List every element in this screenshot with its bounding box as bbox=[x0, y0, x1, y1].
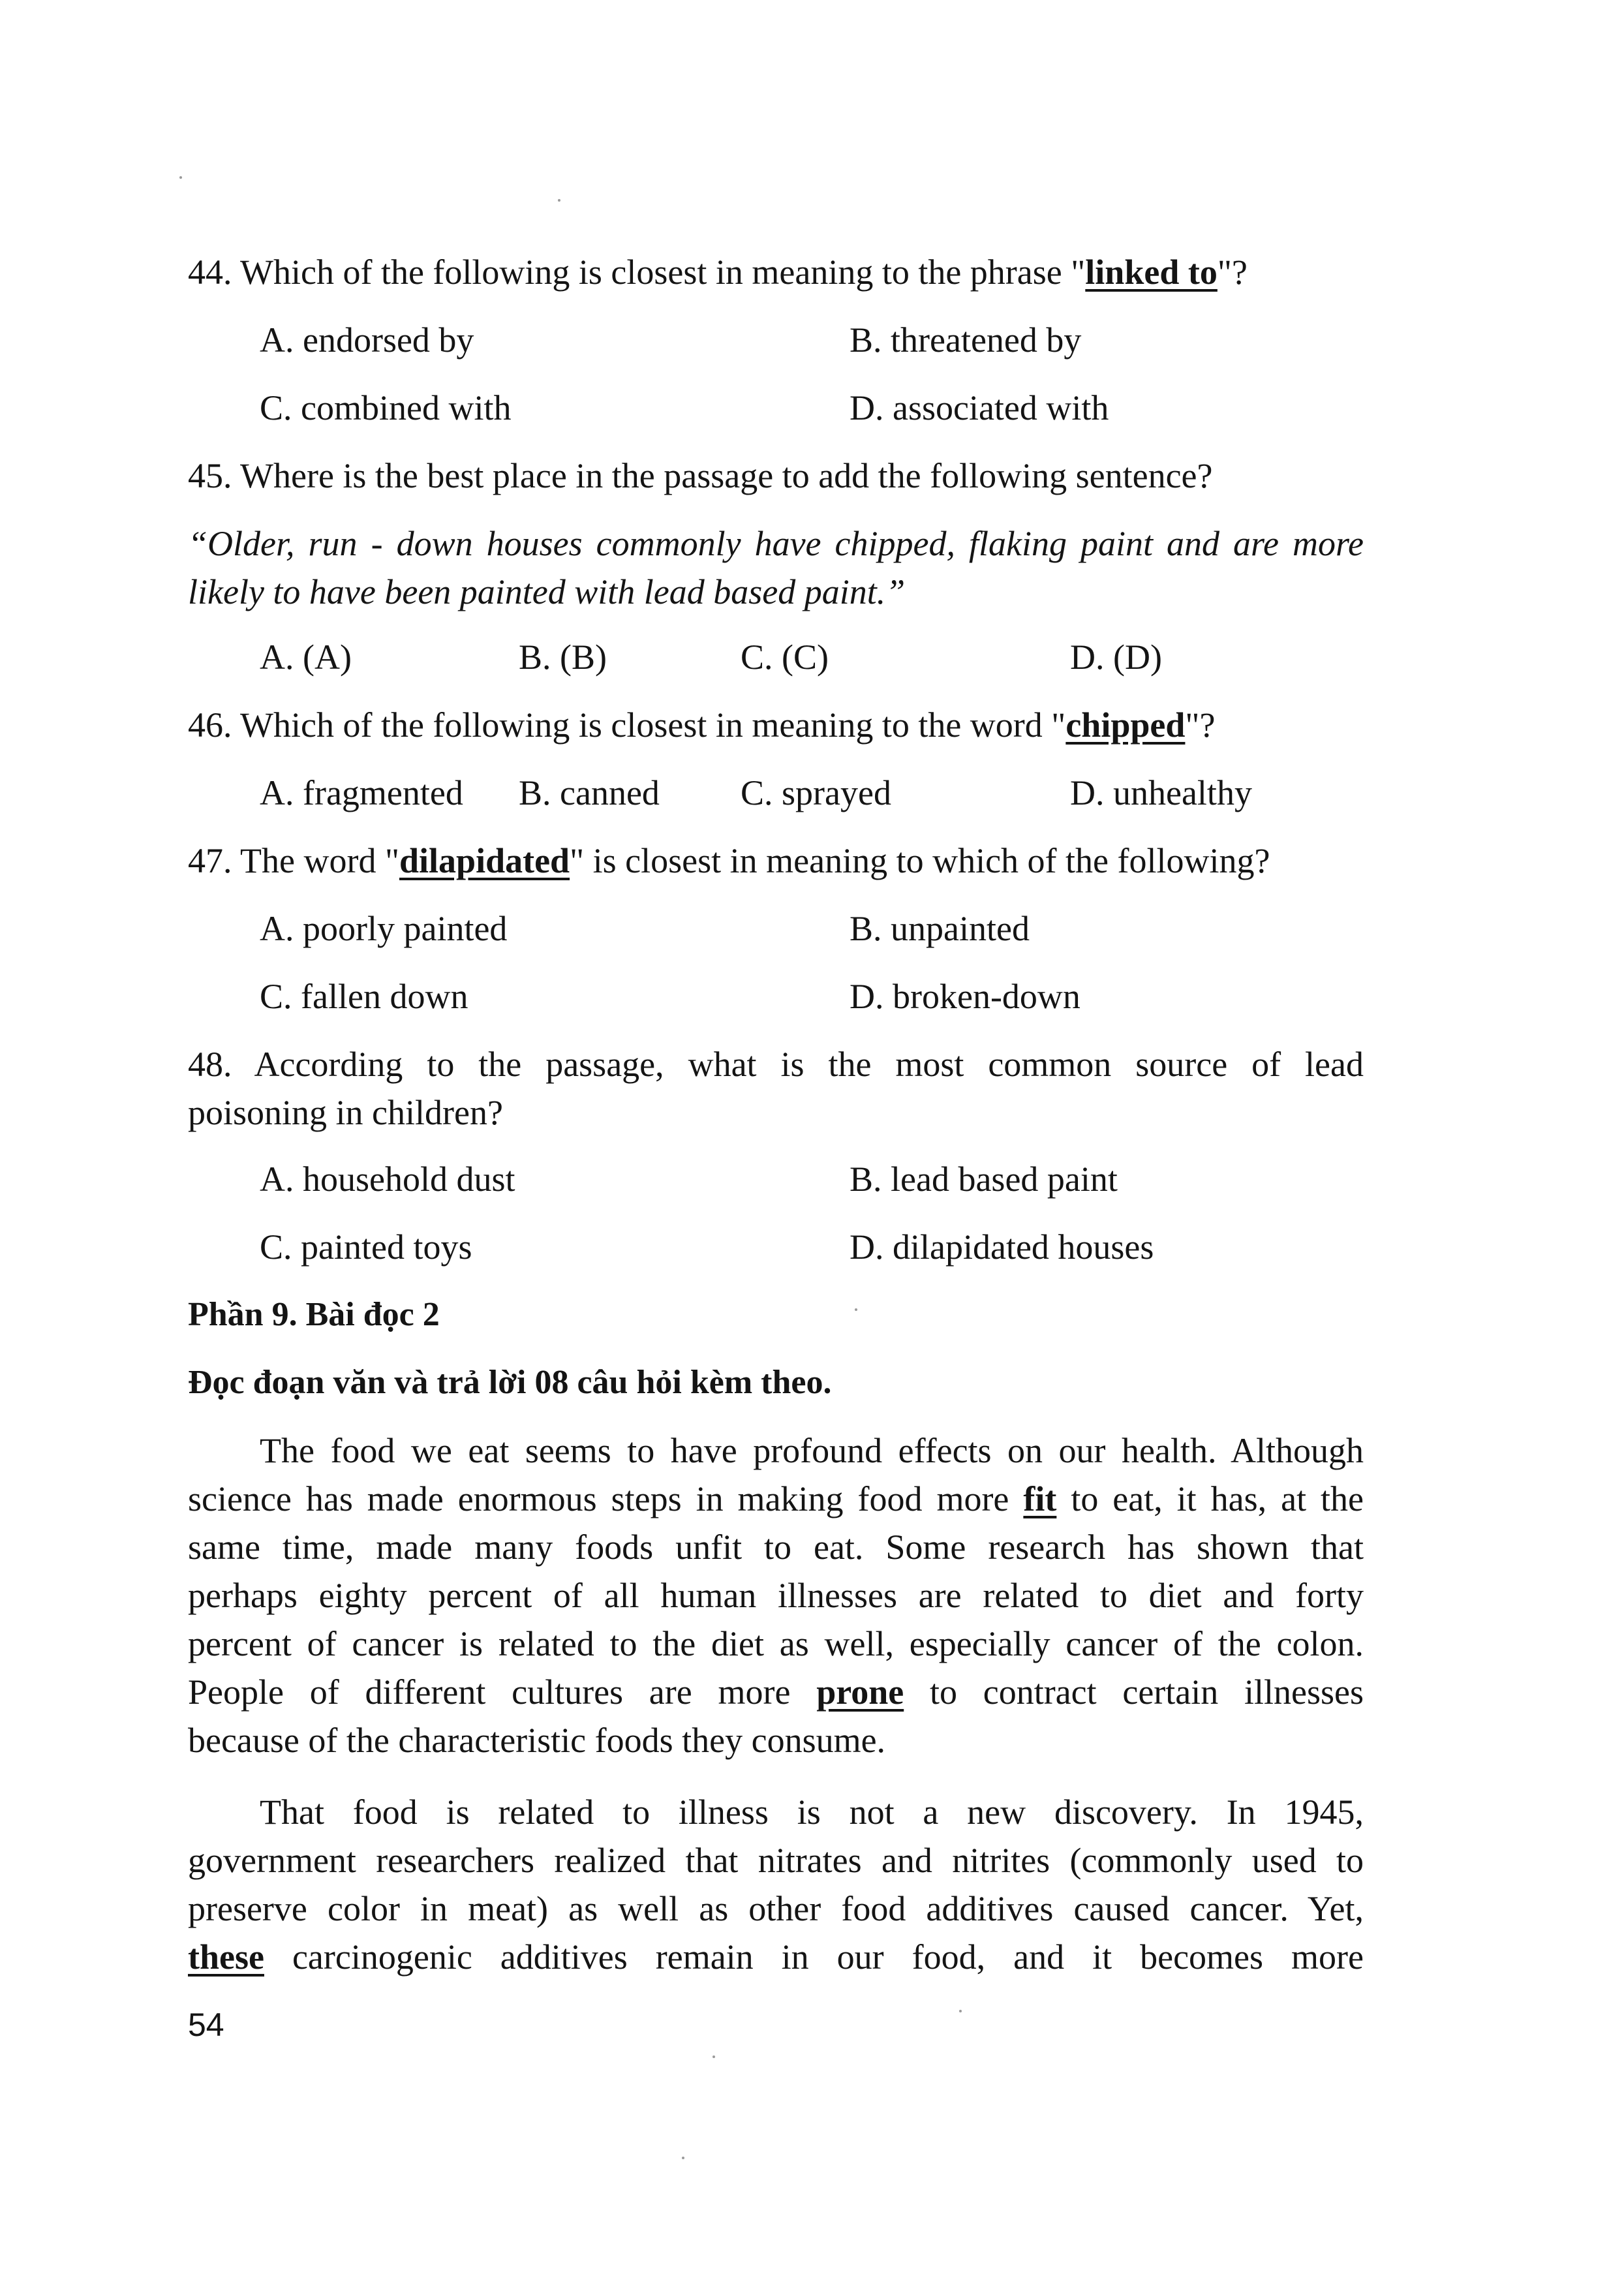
option-47-c[interactable]: C. fallen down bbox=[260, 977, 468, 1016]
passage-line: preserve color in meat) as well as other food additives caused cancer. Yet, bbox=[188, 1889, 1364, 1928]
passage-text: science has made enormous steps in making food more bbox=[188, 1479, 1009, 1518]
section-title: Phần 9. Bài đọc 2 bbox=[188, 1296, 440, 1333]
option-48-d[interactable]: D. dilapidated houses bbox=[850, 1227, 1154, 1267]
option-46-d[interactable]: D. unhealthy bbox=[1070, 773, 1252, 812]
passage-text: to contract certain illnesses bbox=[929, 1672, 1364, 1712]
option-48-b[interactable]: B. lead based paint bbox=[850, 1160, 1118, 1199]
question-45-quoted-sentence bbox=[188, 519, 1364, 616]
passage-line bbox=[188, 1475, 1364, 1523]
option-47-b[interactable]: B. unpainted bbox=[850, 909, 1030, 948]
keyword-these: these bbox=[188, 1937, 264, 1977]
question-stem-text: 44. Which of the following is closest in meaning to the phrase " bbox=[188, 253, 1086, 292]
keyword-dilapidated: dilapidated bbox=[399, 841, 570, 880]
passage-line: same time, made many foods unfit to eat. Some research has shown that bbox=[188, 1528, 1364, 1567]
option-45-d[interactable]: D. (D) bbox=[1070, 638, 1162, 677]
passage-text: to eat, it has, at the bbox=[1071, 1479, 1364, 1518]
scan-speck bbox=[682, 2157, 684, 2159]
question-stem-text: " is closest in meaning to which of the following? bbox=[570, 841, 1270, 880]
quote-line: “Older, run - down houses commonly have chipped, flaking paint and are more bbox=[188, 524, 1364, 563]
option-48-a[interactable]: A. household dust bbox=[260, 1160, 515, 1199]
passage-line: percent of cancer is related to the diet as well, especially cancer of the colon. bbox=[188, 1624, 1364, 1663]
question-stem-line: 48. According to the passage, what is the most common source of lead bbox=[188, 1045, 1364, 1084]
question-stem-text: "? bbox=[1217, 253, 1248, 292]
option-47-d[interactable]: D. broken-down bbox=[850, 977, 1080, 1016]
passage-text: People of different cultures are more bbox=[188, 1672, 791, 1712]
passage-line: The food we eat seems to have profound effects on our health. Although bbox=[260, 1431, 1364, 1470]
option-44-d[interactable]: D. associated with bbox=[850, 388, 1109, 427]
page-number: 54 bbox=[188, 2007, 224, 2043]
question-stem-text: 47. The word " bbox=[188, 841, 399, 880]
question-stem-text: 46. Which of the following is closest in meaning to the word " bbox=[188, 705, 1066, 745]
option-45-c[interactable]: C. (C) bbox=[741, 638, 829, 677]
passage-paragraph-2 bbox=[188, 1788, 1364, 1981]
scan-speck bbox=[179, 176, 182, 179]
option-44-a[interactable]: A. endorsed by bbox=[260, 320, 474, 360]
passage-line bbox=[188, 1933, 1364, 1981]
scan-speck bbox=[959, 2010, 962, 2012]
question-48-stem bbox=[188, 1040, 1364, 1137]
passage-paragraph-1 bbox=[188, 1426, 1364, 1764]
passage-line: government researchers realized that nitrates and nitrites (commonly used to bbox=[188, 1841, 1364, 1880]
keyword-linked-to: linked to bbox=[1085, 253, 1218, 292]
option-45-b[interactable]: B. (B) bbox=[519, 638, 607, 677]
question-stem-line: poisoning in children? bbox=[188, 1093, 503, 1132]
option-48-c[interactable]: C. painted toys bbox=[260, 1227, 472, 1267]
scan-speck bbox=[855, 1308, 857, 1311]
passage-text: carcinogenic additives remain in our food, and it becomes more bbox=[292, 1937, 1364, 1977]
option-44-b[interactable]: B. threatened by bbox=[850, 320, 1082, 360]
passage-line bbox=[188, 1668, 1364, 1716]
option-45-a[interactable]: A. (A) bbox=[260, 638, 352, 677]
scan-speck bbox=[558, 199, 560, 202]
question-45-stem: 45. Where is the best place in the passage to add the following sentence? bbox=[188, 456, 1213, 495]
keyword-fit: fit bbox=[1023, 1479, 1057, 1518]
question-46-stem bbox=[188, 701, 1215, 749]
passage-line: perhaps eighty percent of all human illnesses are related to diet and forty bbox=[188, 1576, 1364, 1615]
question-47-stem bbox=[188, 837, 1270, 885]
option-46-a[interactable]: A. fragmented bbox=[260, 773, 463, 812]
option-46-b[interactable]: B. canned bbox=[519, 773, 660, 812]
question-44-stem bbox=[188, 248, 1248, 296]
passage-line: That food is related to illness is not a new discovery. In 1945, bbox=[260, 1793, 1364, 1832]
quote-line: likely to have been painted with lead based paint.” bbox=[188, 572, 906, 611]
scan-speck bbox=[712, 2055, 715, 2058]
option-46-c[interactable]: C. sprayed bbox=[741, 773, 891, 812]
section-instruction: Đọc đoạn văn và trả lời 08 câu hỏi kèm theo. bbox=[188, 1364, 832, 1401]
option-47-a[interactable]: A. poorly painted bbox=[260, 909, 508, 948]
keyword-chipped: chipped bbox=[1065, 705, 1186, 745]
passage-line: because of the characteristic foods they consume. bbox=[188, 1721, 886, 1760]
option-44-c[interactable]: C. combined with bbox=[260, 388, 512, 427]
keyword-prone: prone bbox=[816, 1672, 904, 1712]
question-stem-text: "? bbox=[1185, 705, 1216, 745]
